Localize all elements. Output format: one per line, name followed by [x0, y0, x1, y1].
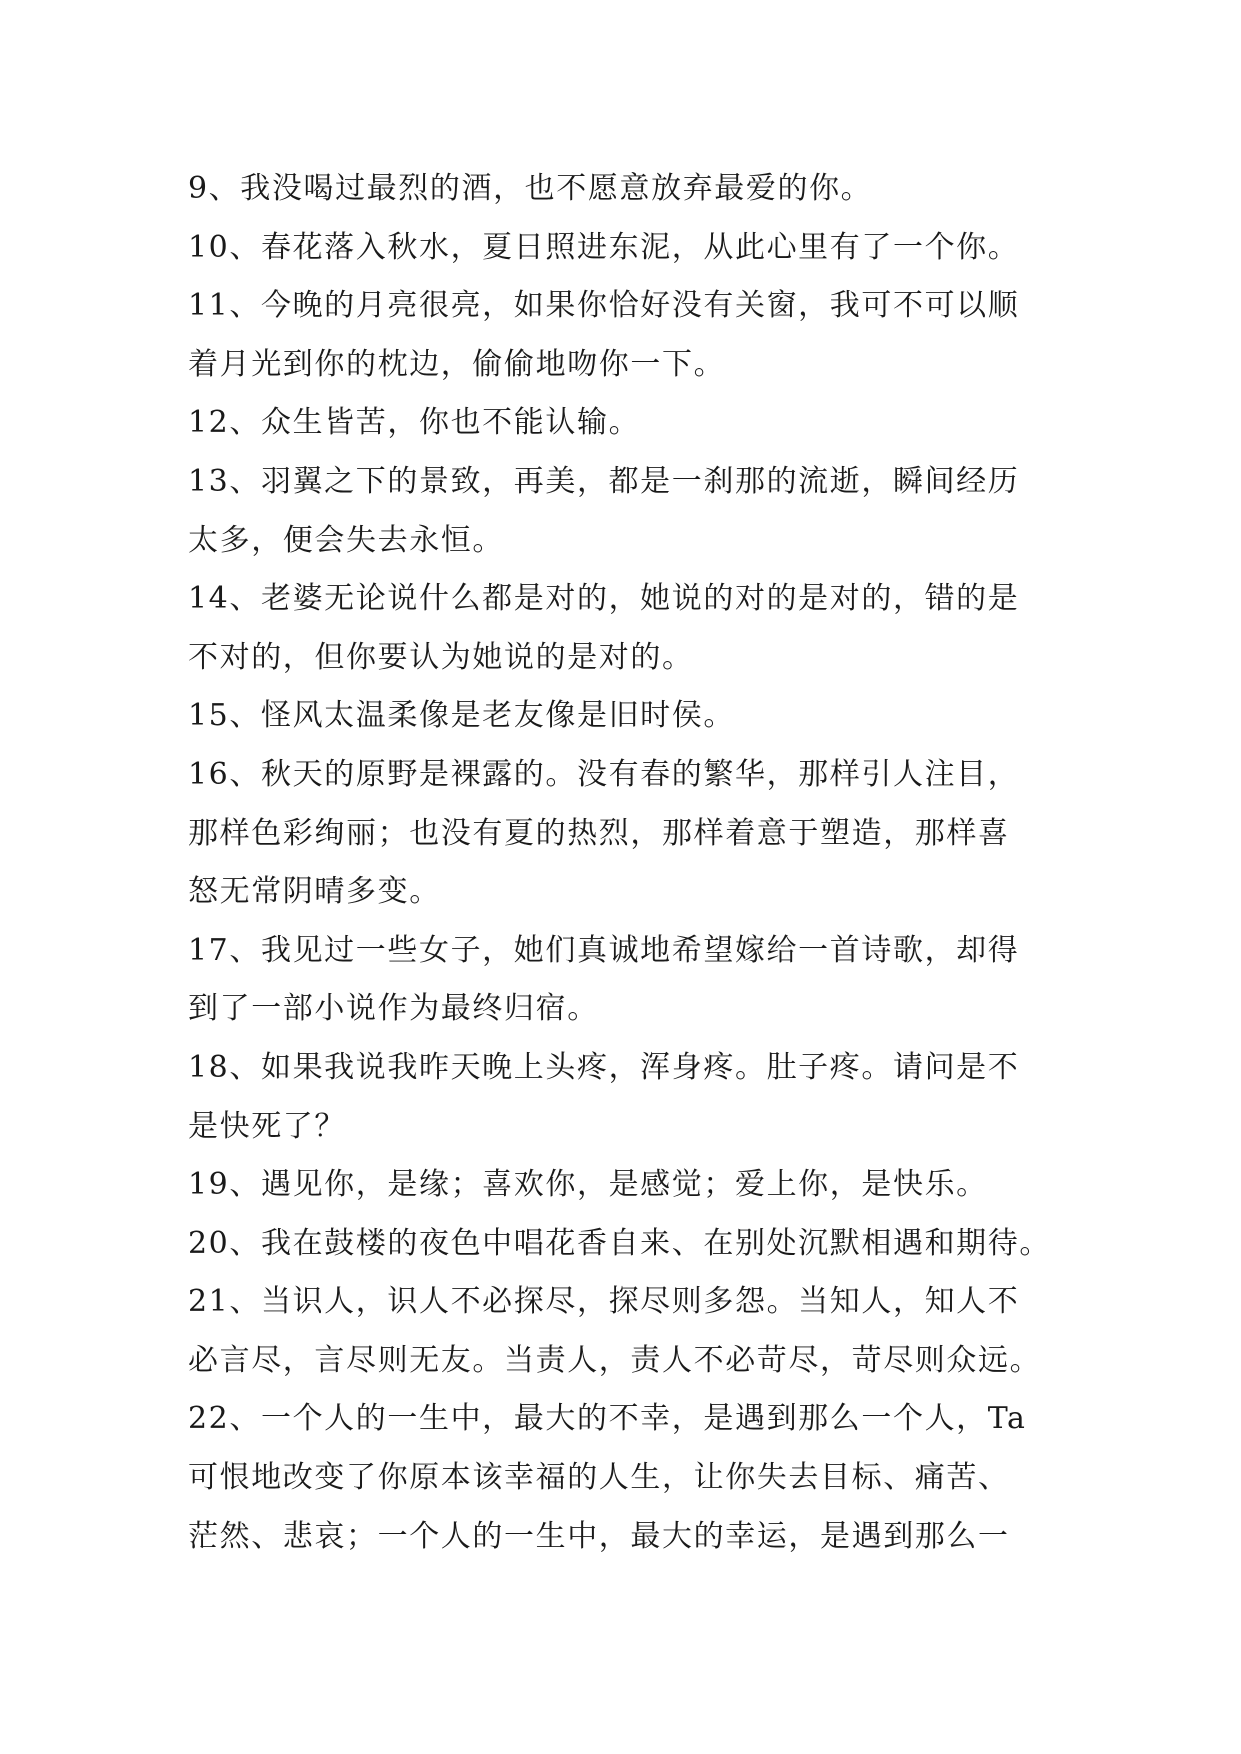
- text-line: 15、怪风太温柔像是老友像是旧时侯。: [188, 698, 735, 734]
- text-line: 13、羽翼之下的景致，再美，都是一刹那的流逝，瞬间经历: [188, 463, 1020, 499]
- text-line: 19、遇见你，是缘；喜欢你，是感觉；爱上你，是快乐。: [188, 1167, 988, 1203]
- text-line: 茫然、悲哀；一个人的一生中，最大的幸运，是遇到那么一: [188, 1518, 1010, 1554]
- text-line: 9、我没喝过最烈的酒，也不愿意放弃最爱的你。: [188, 171, 873, 206]
- text-line: 10、春花落入秋水，夏日照进东泥，从此心里有了一个你。: [188, 229, 1020, 265]
- text-line: 12、众生皆苦，你也不能认输。: [188, 405, 641, 441]
- text-line: 必言尽，言尽则无友。当责人，责人不必苛尽，苛尽则众远。: [188, 1342, 1042, 1378]
- text-line: 22、一个人的一生中，最大的不幸，是遇到那么一个人，Ta: [188, 1401, 1027, 1437]
- text-line: 怒无常阴晴多变。: [188, 874, 441, 910]
- text-line: 20、我在鼓楼的夜色中唱花香自来、在别处沉默相遇和期待。: [188, 1225, 1051, 1261]
- text-line: 不对的，但你要认为她说的是对的。: [188, 639, 694, 675]
- text-line: 是快死了？: [188, 1108, 346, 1144]
- text-line: 18、如果我说我昨天晚上头疼，浑身疼。肚子疼。请问是不: [188, 1049, 1020, 1085]
- text-line: 21、当识人，识人不必探尽，探尽则多怨。当知人，知人不: [188, 1284, 1020, 1320]
- text-line: 17、我见过一些女子，她们真诚地希望嫁给一首诗歌，却得: [188, 932, 1020, 968]
- document-body: [188, 160, 1088, 1566]
- text-line: 11、今晚的月亮很亮，如果你恰好没有关窗，我可不可以顺: [188, 288, 1020, 324]
- text-line: 16、秋天的原野是裸露的。没有春的繁华，那样引人注目，: [188, 756, 1020, 792]
- text-line: 14、老婆无论说什么都是对的，她说的对的是对的，错的是: [188, 581, 1020, 617]
- text-line: 那样色彩绚丽；也没有夏的热烈，那样着意于塑造，那样喜: [188, 815, 1010, 851]
- text-line: 到了一部小说作为最终归宿。: [188, 991, 599, 1027]
- text-line: 太多，便会失去永恒。: [188, 522, 504, 558]
- text-line: 可恨地改变了你原本该幸福的人生，让你失去目标、痛苦、: [188, 1460, 1010, 1496]
- text-line: 着月光到你的枕边，偷偷地吻你一下。: [188, 346, 726, 382]
